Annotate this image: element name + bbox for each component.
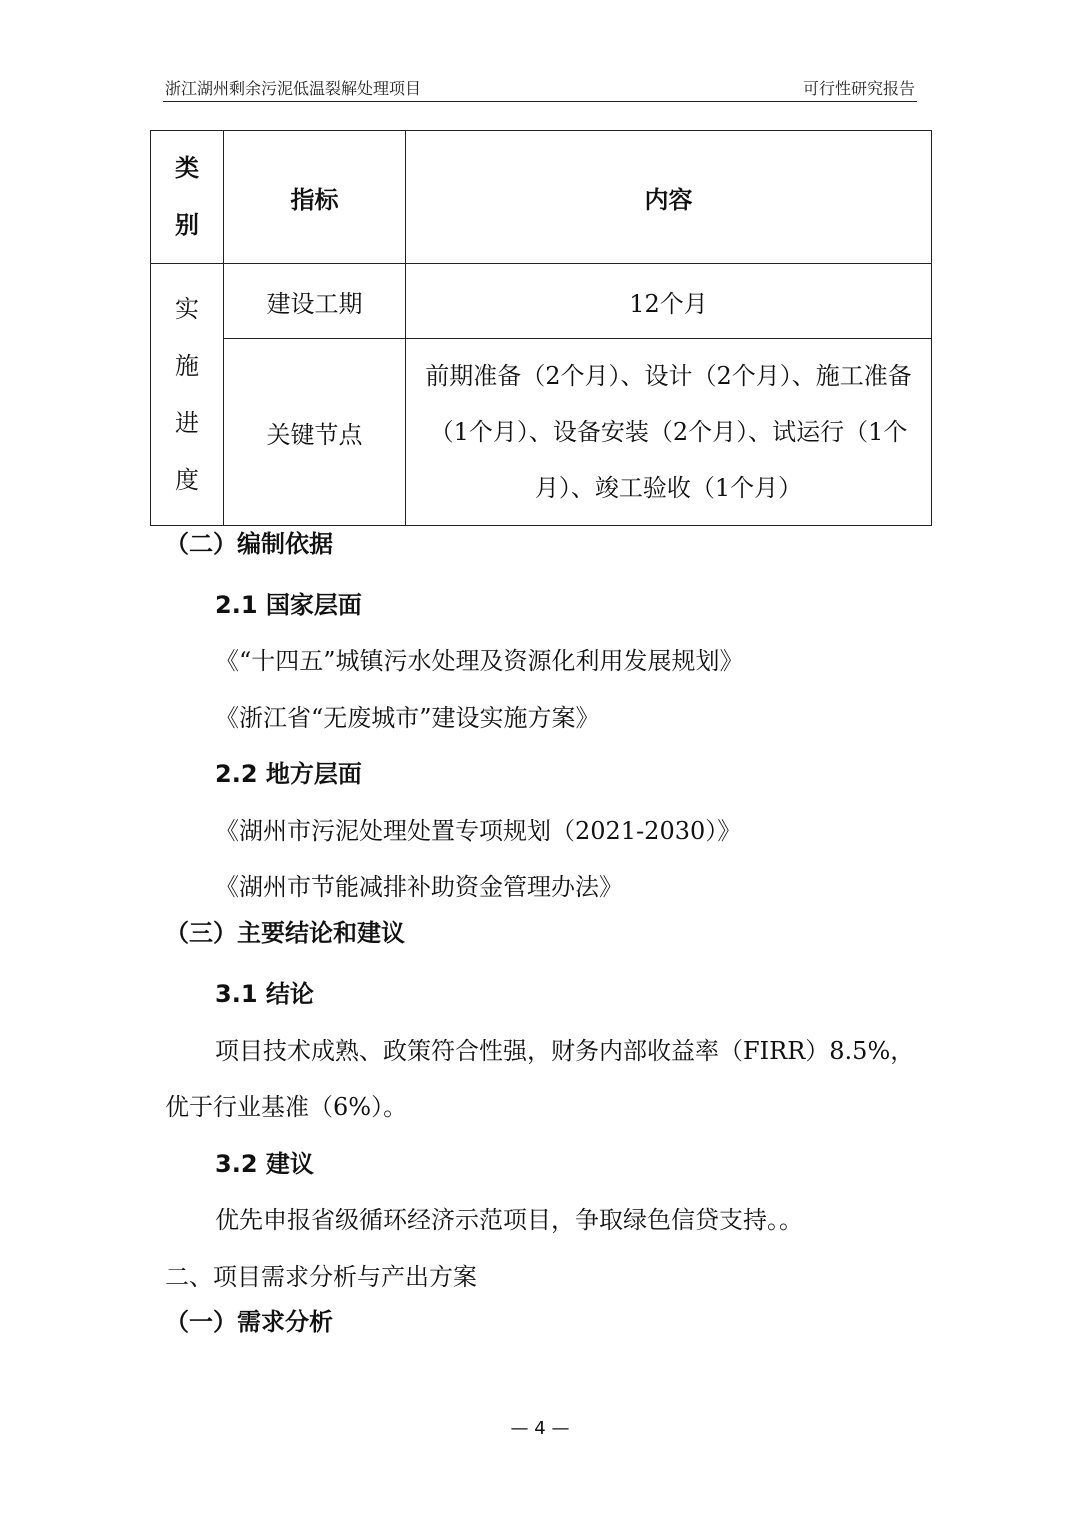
- indicator-cell: 建设工期: [224, 264, 406, 339]
- content-cell: 12个月: [406, 264, 932, 339]
- conclusion-text-line: 项目技术成熟、政策符合性强，财务内部收益率（FIRR）8.5%，: [215, 1037, 915, 1065]
- header-project-title: 浙江湖州剩余污泥低温裂解处理项目: [165, 79, 422, 98]
- list-item: 《“十四五”城镇污水处理及资源化利用发展规划》: [215, 647, 744, 675]
- header-indicator: 指标: [224, 131, 406, 264]
- header-report-type: 可行性研究报告: [802, 79, 915, 98]
- list-item: 《湖州市污泥处理处置专项规划（2021-2030）》: [215, 817, 742, 845]
- header-category: 类别: [151, 131, 224, 264]
- subsection-suggestion: 3.2 建议: [215, 1150, 314, 1178]
- indicator-cell: 关键节点: [224, 339, 406, 526]
- page-number: — 4 —: [510, 1418, 570, 1439]
- subsection-local: 2.2 地方层面: [215, 760, 362, 788]
- subsection-conclusion: 3.1 结论: [215, 980, 314, 1008]
- page-header: [163, 77, 917, 102]
- subsection-national: 2.1 国家层面: [215, 591, 362, 619]
- chapter-title: 二、项目需求分析与产出方案: [165, 1263, 477, 1291]
- list-item: 《湖州市节能减排补助资金管理办法》: [215, 873, 623, 901]
- header-content: 内容: [406, 131, 932, 264]
- section-conclusion-title: （三）主要结论和建议: [165, 919, 405, 947]
- suggestion-text: 优先申报省级循环经济示范项目，争取绿色信贷支持。。: [215, 1206, 803, 1234]
- section-basis-title: （二）编制依据: [165, 530, 333, 558]
- category-cell: 实施进度: [151, 264, 224, 526]
- list-item: 《浙江省“无废城市”建设实施方案》: [215, 704, 600, 732]
- content-cell: 前期准备（2个月）、设计（2个月）、施工准备（1个月）、设备安装（2个月）、试运行（1个月）、竣工验收（1个月）: [406, 339, 932, 526]
- conclusion-text-line: 优于行业基准（6%）。: [165, 1093, 408, 1121]
- schedule-table: [150, 130, 932, 526]
- section-demand-title: （一）需求分析: [165, 1308, 333, 1336]
